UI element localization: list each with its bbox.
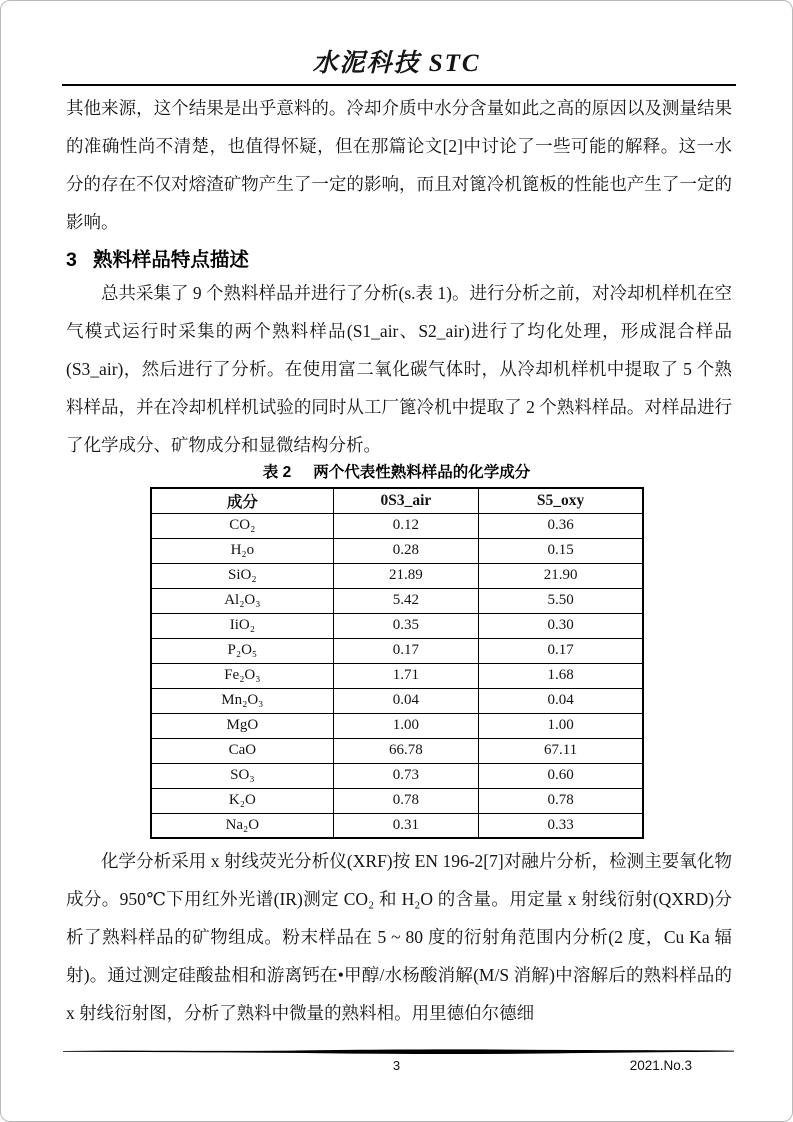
body-paragraph-3: 化学分析采用 x 射线荧光分析仪(XRF)按 EN 196-2[7]对融片分析，检测主要氧化物成分。950℃下用红外光谱(IR)测定 CO₂ 和 H₂O 的含量。用定量 x 射线衍射(QXRD)分析了熟料样品的矿物组成。粉末样品在 5 ~ 80 度的衍射角范围内分析(2 度，Cu Ka 辐射)。通过测定硅酸盐相和游离钙在•甲醇/水杨酸消解(M/S 消解)中溶解后的熟料样品的 x 射线衍射图，分析了熟料中微量的熟料相。用里德伯尔德细: [66, 851, 732, 1023]
value-cell: 0.73: [333, 763, 478, 788]
value-cell: 0.60: [479, 763, 643, 788]
body-paragraph-1: 其他来源，这个结果是出乎意料的。冷却介质中水分含量如此之高的原因以及测量结果的准确性尚不清楚，也值得怀疑，但在那篇论文[2]中讨论了一些可能的解释。这一水分的存在不仅对熔渣矿物产生了一定的影响，而且对篦冷机篦板的性能也产生了一定的影响。: [66, 98, 732, 232]
value-cell: 0.30: [479, 613, 643, 638]
table-row: [151, 688, 643, 713]
value-cell: 0.17: [333, 638, 478, 663]
table-caption-text: 两个代表性熟料样品的化学成分: [313, 464, 531, 481]
value-cell: 1.71: [333, 663, 478, 688]
column-header-component: 成分: [151, 488, 333, 513]
section-number: 3: [66, 249, 77, 271]
value-cell: 1.00: [479, 713, 643, 738]
table-row: [151, 563, 643, 588]
issue-label: 2021.No.3: [629, 1058, 692, 1073]
component-cell: CO₂: [151, 513, 333, 538]
value-cell: 0.04: [333, 688, 478, 713]
component-cell: IiO₂: [151, 613, 333, 638]
component-cell: SiO₂: [151, 563, 333, 588]
table-row: [151, 613, 643, 638]
section-title: 熟料样品特点描述: [92, 249, 249, 271]
table-row: [151, 538, 643, 563]
value-cell: 21.90: [479, 563, 643, 588]
table-caption: [1, 460, 792, 482]
component-cell: SO₃: [151, 763, 333, 788]
table-row: [151, 788, 643, 813]
value-cell: 0.31: [333, 813, 478, 838]
component-cell: H₂o: [151, 538, 333, 563]
table-caption-label: 表 2: [262, 464, 292, 481]
value-cell: 67.11: [479, 738, 643, 763]
chemical-composition-table: [150, 487, 644, 839]
value-cell: 5.42: [333, 588, 478, 613]
value-cell: 0.17: [479, 638, 643, 663]
journal-title: 水泥科技 STC: [312, 50, 481, 77]
value-cell: 0.36: [479, 513, 643, 538]
table-row: [151, 813, 643, 838]
value-cell: 0.12: [333, 513, 478, 538]
table-row: [151, 713, 643, 738]
page-number: 3: [392, 1058, 401, 1073]
component-cell: Mn₂O₃: [151, 688, 333, 713]
component-cell: P₂O₅: [151, 638, 333, 663]
component-cell: Na₂O: [151, 813, 333, 838]
component-cell: CaO: [151, 738, 333, 763]
table-row: [151, 638, 643, 663]
table-row: [151, 663, 643, 688]
column-header-s5-oxy: S5_oxy: [479, 488, 643, 513]
value-cell: 0.33: [479, 813, 643, 838]
table-header-row: [151, 488, 643, 513]
value-cell: 0.04: [479, 688, 643, 713]
component-cell: Fe₂O₃: [151, 663, 333, 688]
body-paragraph-2: 总共采集了 9 个熟料样品并进行了分析(s.表 1)。进行分析之前，对冷却机样机在空气模式运行时采集的两个熟料样品(S1_air、S2_air)进行了均化处理，形成混合样品(S3_air)，然后进行了分析。在使用富二氧化碳气体时，从冷却机样机中提取了 5 个熟料样品，并在冷却机样机试验的同时从工厂篦冷机中提取了 2 个熟料样品。对样品进行了化学成分、矿物成分和显微结构分析。: [66, 283, 732, 455]
value-cell: 1.68: [479, 663, 643, 688]
value-cell: 5.50: [479, 588, 643, 613]
value-cell: 0.15: [479, 538, 643, 563]
column-header-s3-air: 0S3_air: [333, 488, 478, 513]
table-row: [151, 588, 643, 613]
value-cell: 0.78: [333, 788, 478, 813]
footer-rule: [61, 1047, 736, 1057]
header-rule: [62, 84, 736, 86]
section-heading: [66, 244, 249, 272]
value-cell: 21.89: [333, 563, 478, 588]
table-row: [151, 763, 643, 788]
value-cell: 1.00: [333, 713, 478, 738]
component-cell: MgO: [151, 713, 333, 738]
value-cell: 0.28: [333, 538, 478, 563]
table-row: [151, 513, 643, 538]
value-cell: 66.78: [333, 738, 478, 763]
value-cell: 0.78: [479, 788, 643, 813]
component-cell: K₂O: [151, 788, 333, 813]
value-cell: 0.35: [333, 613, 478, 638]
component-cell: Al₂O₃: [151, 588, 333, 613]
table-row: [151, 738, 643, 763]
